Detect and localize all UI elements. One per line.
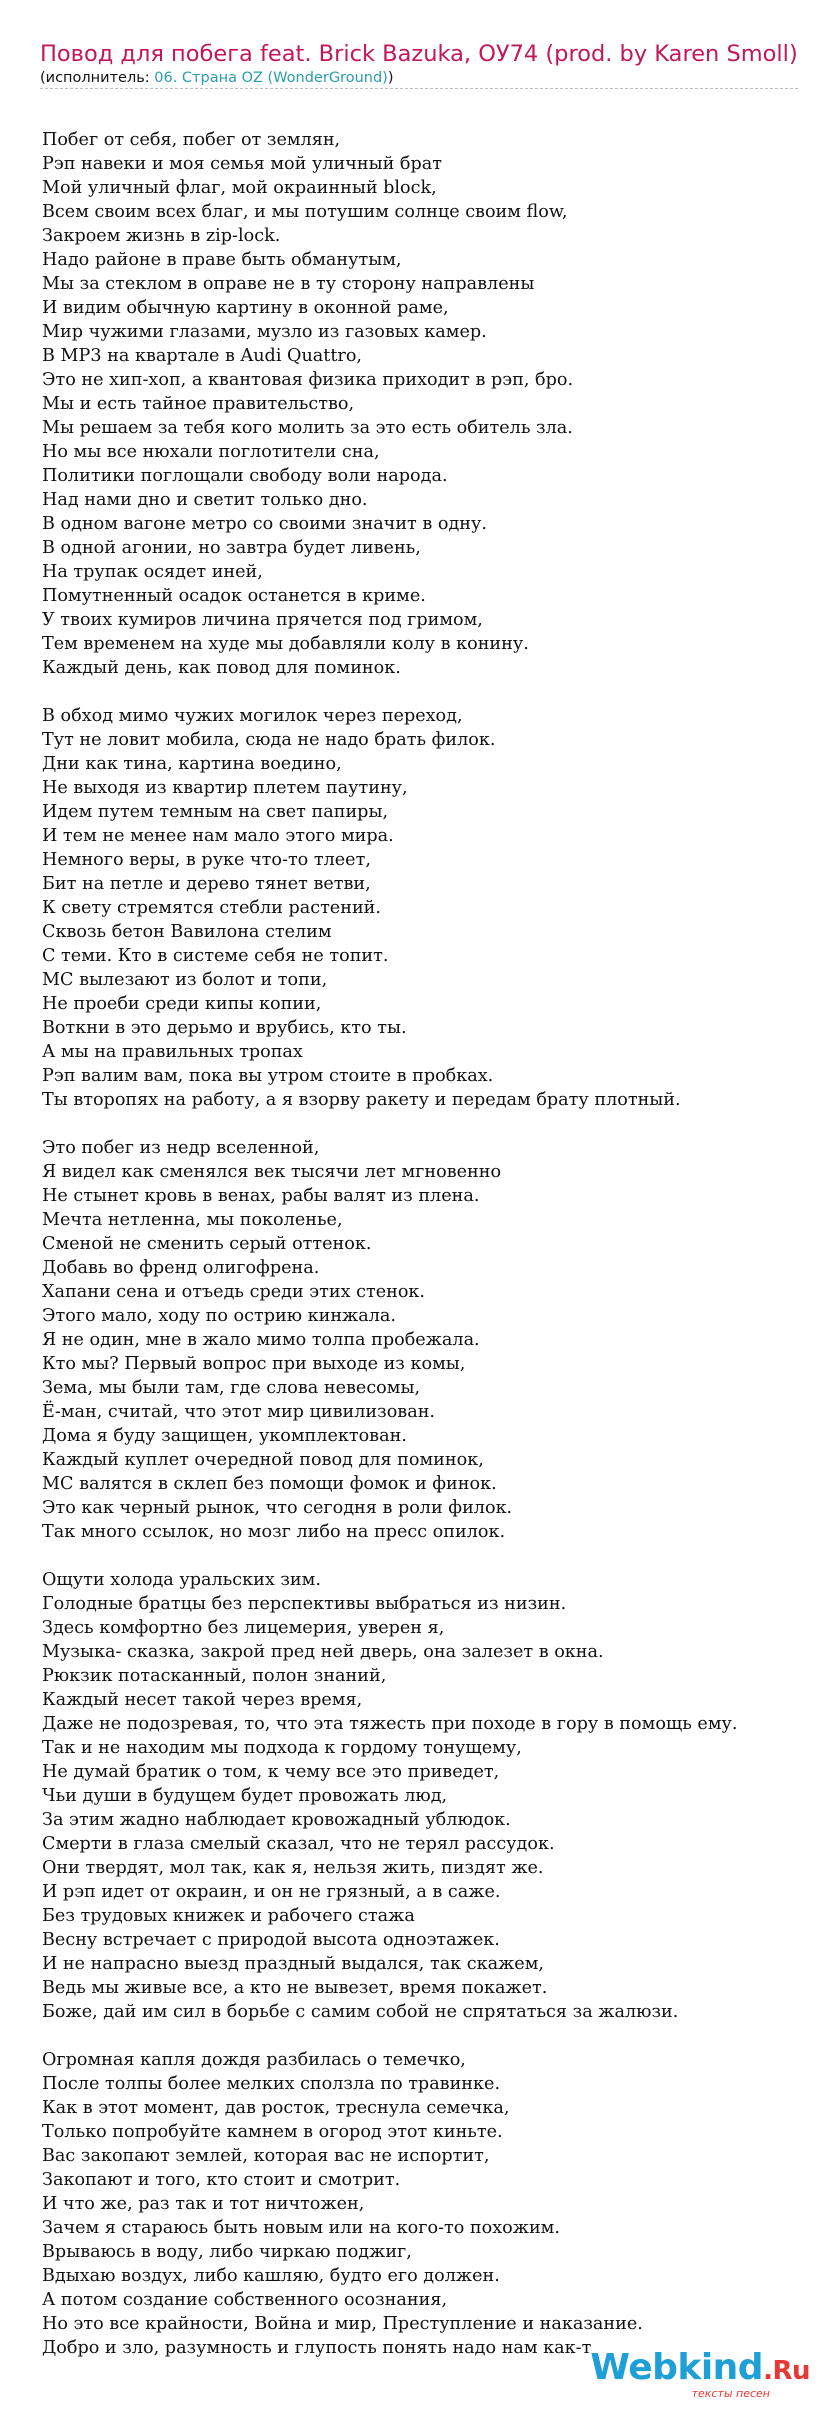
lyric-line: Ведь мы живые все, а кто не вывезет, время покажет. (42, 1978, 548, 1998)
lyric-line: Немного веры, в руке что-то тлеет, (42, 850, 371, 870)
lyric-line: Только попробуйте камнем в огород этот киньте. (42, 2122, 503, 2142)
logo-main-text: Webkind (590, 2347, 764, 2388)
lyric-line: Дни как тина, картина воедино, (42, 754, 342, 774)
lyric-line: Закопают и того, кто стоит и смотрит. (42, 2170, 401, 2190)
lyric-line: Так и не находим мы подхода к гордому тонущему, (42, 1738, 522, 1758)
lyric-line: Этого мало, ходу по острию кинжала. (42, 1306, 396, 1326)
lyric-line: Добавь во френд олигофрена. (42, 1258, 320, 1278)
stanza-break (42, 1112, 834, 1136)
lyric-line: Мы решаем за тебя кого молить за это есть обитель зла. (42, 418, 573, 438)
lyric-line: И что же, раз так и тот ничтожен, (42, 2194, 365, 2214)
lyric-line: А потом создание собственного осознания, (42, 2290, 448, 2310)
lyric-line: Так много ссылок, но мозг либо на пресс опилок. (42, 1522, 506, 1542)
lyric-line: Над нами дно и светит только дно. (42, 490, 368, 510)
artist-suffix: ) (387, 70, 394, 86)
logo-suffix: .Ru (763, 2356, 810, 2386)
lyric-line: Но мы все нюхали поглотители сна, (42, 442, 380, 462)
lyric-line: Но это все крайности, Война и мир, Преступление и наказание. (42, 2314, 643, 2334)
lyric-line: Политики поглощали свободу воли народа. (42, 466, 448, 486)
lyric-line: Они твердят, мол так, как я, нельзя жить, пиздят же. (42, 1858, 544, 1878)
stanza-break (42, 680, 834, 704)
lyric-line: В одном вагоне метро со своими значит в одну. (42, 514, 487, 534)
logo-wordmark (590, 2347, 810, 2389)
lyric-line: Даже не подозревая, то, что эта тяжесть при походе в гору в помощь ему. (42, 1714, 738, 1734)
lyric-line: Смерти в глаза смелый сказал, что не терял рассудок. (42, 1834, 555, 1854)
lyric-line: Побег от себя, побег от землян, (42, 130, 341, 150)
webkind-logo[interactable] (590, 2347, 810, 2400)
lyric-line: Рэп навеки и моя семья мой уличный брат (42, 154, 442, 174)
lyric-line: Хапани сена и отъедь среди этих стенок. (42, 1282, 426, 1302)
lyric-line: В обход мимо чужих могилок через переход, (42, 706, 463, 726)
lyric-line: Мы и есть тайное правительство, (42, 394, 355, 414)
lyric-line: Мы за стеклом в оправе не в ту сторону направлены (42, 274, 535, 294)
artist-line (40, 70, 798, 89)
lyric-line: Боже, дай им сил в борьбе с самим собой не спрятаться за жалюзи. (42, 2002, 679, 2022)
lyric-line: Надо районе в праве быть обманутым, (42, 250, 402, 270)
lyric-line: Зачем я стараюсь быть новым или на кого-то похожим. (42, 2218, 560, 2238)
lyric-line: Не стынет кровь в венах, рабы валят из плена. (42, 1186, 480, 1206)
lyric-line: Это как черный рынок, что сегодня в роли филок. (42, 1498, 513, 1518)
lyric-line: Каждый куплет очередной повод для поминок, (42, 1450, 484, 1470)
lyric-line: Голодные братцы без перспективы выбраться из низин. (42, 1594, 567, 1614)
lyric-line: МС валятся в склеп без помощи фомок и финок. (42, 1474, 497, 1494)
lyric-line: И тем не менее нам мало этого мира. (42, 826, 394, 846)
lyric-line: Вас закопают землей, которая вас не испортит, (42, 2146, 490, 2166)
artist-link[interactable]: 06. Страна OZ (WonderGround) (154, 70, 388, 86)
artist-prefix: (исполнитель: (40, 70, 155, 86)
lyric-line: Мечта нетленна, мы поколенье, (42, 1210, 343, 1230)
lyric-line: Вдыхаю воздух, либо кашляю, будто его должен. (42, 2266, 500, 2286)
lyric-line: С теми. Кто в системе себя не топит. (42, 946, 389, 966)
lyrics-text (42, 128, 834, 2360)
lyric-line: Идем путем темным на свет папиры, (42, 802, 389, 822)
lyric-line: А мы на правильных тропах (42, 1042, 303, 1062)
lyric-line: Чьи души в будущем будет провожать люд, (42, 1786, 448, 1806)
lyric-line: Рюкзик потасканный, полон знаний, (42, 1666, 387, 1686)
lyric-line: Добро и зло, разумность и глупость понять надо нам как-т (42, 2338, 592, 2358)
logo-tagline: тексты песен (691, 2387, 770, 2400)
lyric-line: Всем своим всех благ, и мы потушим солнце своим flow, (42, 202, 568, 222)
lyric-line: Это побег из недр вселенной, (42, 1138, 320, 1158)
lyric-line: Это не хип-хоп, а квантовая физика приходит в рэп, бро. (42, 370, 574, 390)
lyric-line: Я не один, мне в жало мимо толпа пробежала. (42, 1330, 480, 1350)
lyric-line: В одной агонии, но завтра будет ливень, (42, 538, 421, 558)
lyric-line: Рэп валим вам, пока вы утром стоите в пробках. (42, 1066, 494, 1086)
lyric-line: Ощути холода уральских зим. (42, 1570, 321, 1590)
lyric-line: Я видел как сменялся век тысячи лет мгновенно (42, 1162, 502, 1182)
lyric-line: К свету стремятся стебли растений. (42, 898, 381, 918)
lyric-line: Не выходя из квартир плетем паутину, (42, 778, 408, 798)
lyric-line: У твоих кумиров личина прячется под гримом, (42, 610, 483, 630)
lyric-line: После толпы более мелких сползла по травинке. (42, 2074, 501, 2094)
song-title: Повод для побега feat. Brick Bazuka, ОУ74 (prod. by Karen Smoll) (40, 41, 798, 67)
lyric-line: Каждый несет такой через время, (42, 1690, 363, 1710)
lyric-line: Ты второпях на работу, а я взорву ракету и передам брату плотный. (42, 1090, 681, 1110)
song-header (40, 40, 800, 89)
stanza-break (42, 1544, 834, 1568)
lyric-line: Не проеби среди кипы копии, (42, 994, 322, 1014)
lyric-line: Ё-ман, считай, что этот мир цивилизован. (42, 1402, 436, 1422)
lyric-line: Воткни в это дерьмо и врубись, кто ты. (42, 1018, 407, 1038)
lyric-line: И не напрасно выезд праздный выдался, так скажем, (42, 1954, 544, 1974)
lyric-line: Мир чужими глазами, музло из газовых камер. (42, 322, 487, 342)
lyric-line: И рэп идет от окраин, и он не грязный, а в саже. (42, 1882, 501, 1902)
lyric-line: Тут не ловит мобила, сюда не надо брать филок. (42, 730, 496, 750)
lyric-line: Закроем жизнь в zip-lock. (42, 226, 281, 246)
lyric-line: Бит на петле и дерево тянет ветви, (42, 874, 371, 894)
lyric-line: Весну встречает с природой высота одноэтажек. (42, 1930, 500, 1950)
lyric-line: За этим жадно наблюдает кровожадный ублюдок. (42, 1810, 511, 1830)
lyric-line: Мой уличный флаг, мой окраинный block, (42, 178, 437, 198)
lyric-line: Здесь комфортно без лицемерия, уверен я, (42, 1618, 445, 1638)
lyric-line: Как в этот момент, дав росток, треснула семечка, (42, 2098, 510, 2118)
lyric-line: Помутненный осадок останется в криме. (42, 586, 426, 606)
lyric-line: И видим обычную картину в оконной раме, (42, 298, 449, 318)
lyric-line: МС вылезают из болот и топи, (42, 970, 328, 990)
lyric-line: Сквозь бетон Вавилона стелим (42, 922, 332, 942)
lyric-line: Дома я буду защищен, укомплектован. (42, 1426, 407, 1446)
lyric-line: Музыка- сказка, закрой пред ней дверь, она залезет в окна. (42, 1642, 604, 1662)
lyric-line: Каждый день, как повод для поминок. (42, 658, 401, 678)
lyric-line: Сменой не сменить серый оттенок. (42, 1234, 372, 1254)
lyric-line: Врываюсь в воду, либо чиркаю поджиг, (42, 2242, 412, 2262)
lyric-line: Без трудовых книжек и рабочего стажа (42, 1906, 415, 1926)
stanza-break (42, 2024, 834, 2048)
lyric-line: В MP3 на квартале в Audi Quattro, (42, 346, 363, 366)
lyric-line: Не думай братик о том, к чему все это приведет, (42, 1762, 500, 1782)
lyric-line: Зема, мы были там, где слова невесомы, (42, 1378, 421, 1398)
lyric-line: На трупак осядет иней, (42, 562, 263, 582)
lyric-line: Кто мы? Первый вопрос при выходе из комы, (42, 1354, 466, 1374)
lyric-line: Тем временем на худе мы добавляли колу в конину. (42, 634, 529, 654)
lyric-line: Огромная капля дождя разбилась о темечко, (42, 2050, 466, 2070)
